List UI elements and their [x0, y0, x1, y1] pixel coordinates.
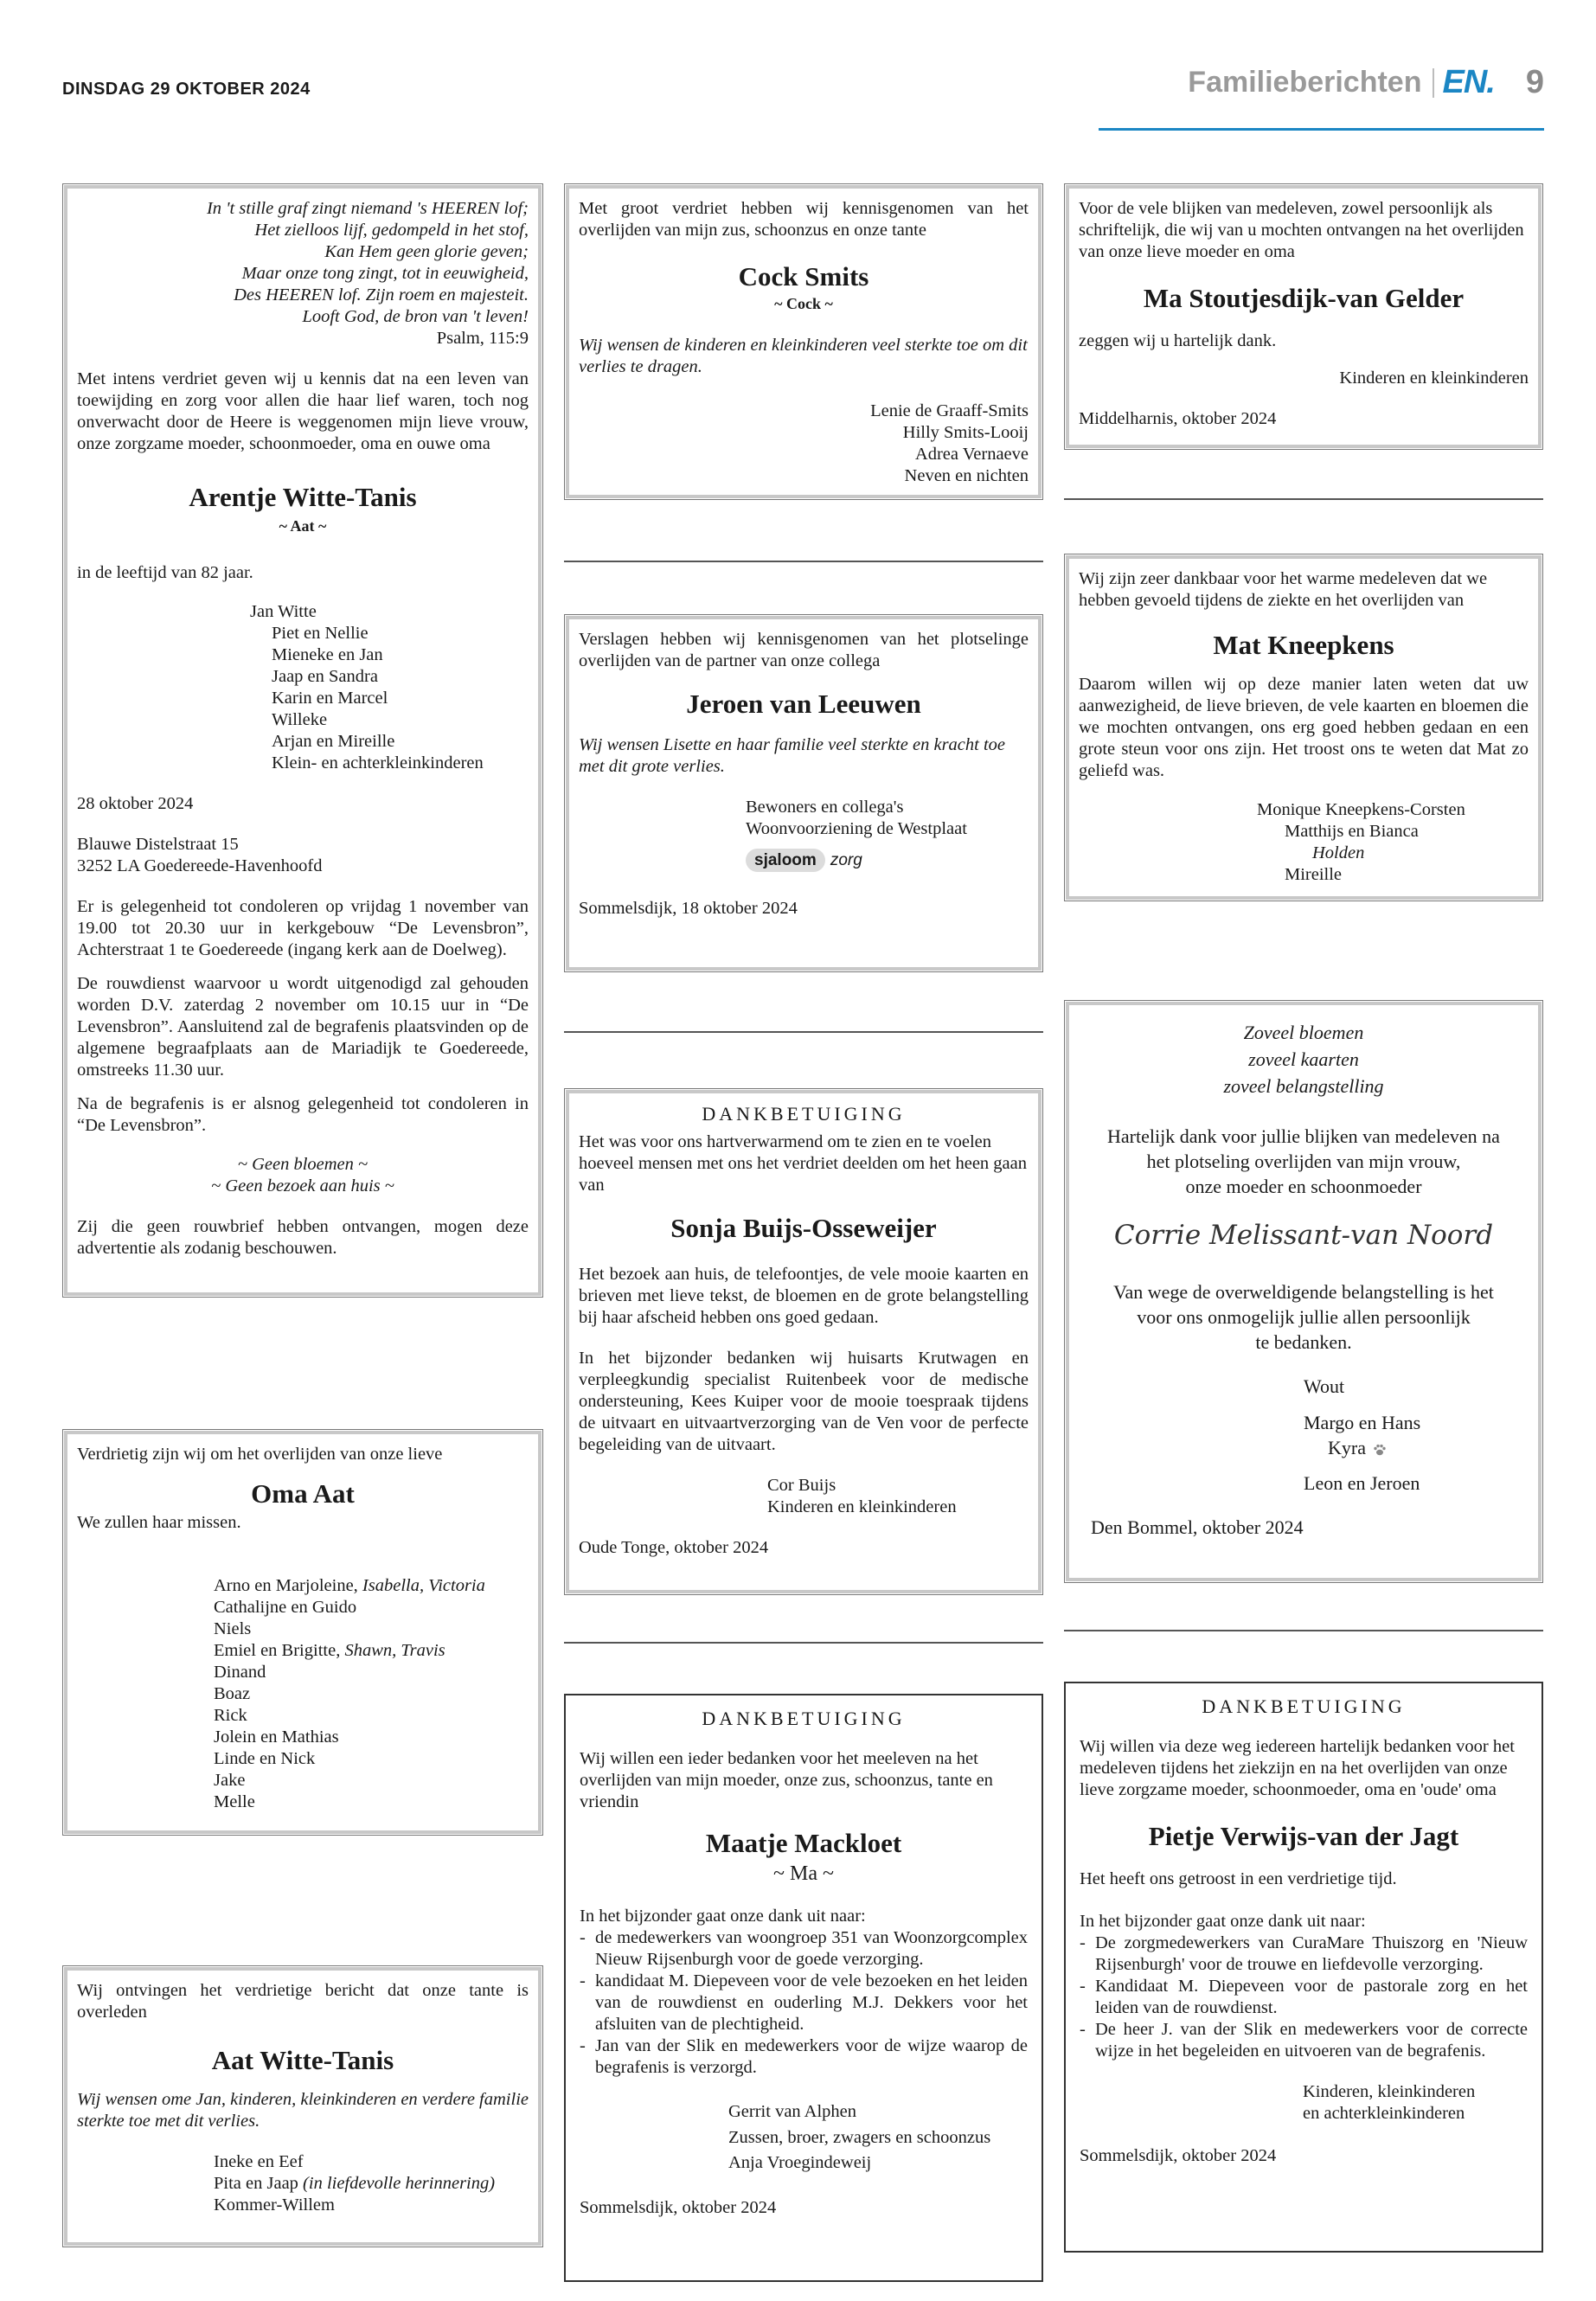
ad-intro: Wij zijn zeer dankbaar voor het warme medeleven dat we hebben gevoeld tijdens de ziekte en het overlijden van [1079, 569, 1488, 610]
ad-ma-stoutjesdijk-van-gelder [1064, 183, 1543, 450]
wish: Wij wensen de kinderen en kleinkinderen veel sterkte toe om dit verlies te dragen. [579, 335, 1028, 376]
body-line: Van wege de overweldigende belangstelling is het [1113, 1281, 1494, 1304]
thanks [1091, 1124, 1516, 1199]
family-member [214, 1705, 529, 1727]
signers [1080, 2081, 1528, 2125]
ad-intro: Wij ontvingen het verdrietige bericht dat onze tante is overleden [77, 1981, 529, 2022]
header-right [1188, 64, 1544, 101]
family-list [77, 2151, 529, 2216]
ad-intro: Met intens verdriet geven wij u kennis dat na een leven van toewijding en zorg voor allen die haar lief waren, toch nog onverwacht door de Heere is weggenomen mijn lieve vrouw, onze zorgzame moeder, schoonmoeder, oma en ouwe oma [77, 369, 529, 453]
divider [1064, 1630, 1543, 1631]
member-name: Arno en Marjoleine, [214, 1575, 362, 1595]
family-member: Klein- en achterkleinkinderen [272, 753, 484, 772]
family-member [214, 1683, 529, 1705]
thanks-line: Hartelijk dank voor jullie blijken van medeleven na [1107, 1125, 1500, 1148]
ad-date: 28 oktober 2024 [77, 793, 194, 813]
family-member [214, 1597, 529, 1618]
psalm-ref: Psalm, 115:9 [436, 329, 529, 348]
list-item: - kandidaat M. Diepeveen voor de vele bezoeken en het leiden van de rouwdienst en ouderling M.J. Dekkers voor het afsluiten van de plechtigheid. [580, 1971, 1028, 2034]
list-item-text: De heer J. van der Slik en medewerkers voor de correcte wijze in het begeleiden en uitvoeren van de begrafenis. [1095, 2019, 1528, 2061]
family-member: Arjan en Mireille [272, 731, 395, 751]
divider [1064, 498, 1543, 500]
note-line: ~ Geen bloemen ~ [237, 1154, 369, 1174]
poem-line: zoveel kaarten [1248, 1048, 1359, 1070]
signer: Bewoners en collega's [746, 797, 904, 817]
signer: Gerrit van Alphen [728, 2101, 857, 2121]
signer: Woonvoorziening de Westplaat [746, 818, 967, 838]
family-member [214, 1727, 529, 1748]
member-name: Dinand [214, 1662, 266, 1682]
ad-intro: Verdrietig zijn wij om het overlijden van onze lieve [77, 1445, 443, 1464]
ad-intro: Het was voor ons hartverwarmend om te zien en te voelen hoeveel mensen met ons het verdriet deelden om het heen gaan van [579, 1131, 1027, 1195]
signer: Mireille [1285, 864, 1343, 884]
poem-line: zoveel belangstelling [1223, 1074, 1384, 1097]
place-date: Oude Tonge, oktober 2024 [579, 1537, 769, 1557]
ad-pietje-verwijs-van-der-jagt [1064, 1682, 1543, 2253]
signer: Wout [1304, 1375, 1345, 1398]
signer: Kyra [1328, 1436, 1366, 1458]
sjaloom-logo [746, 849, 1029, 872]
family-member [214, 1770, 529, 1791]
deceased-name: Jeroen van Leeuwen [686, 689, 921, 719]
signer: Anja Vroegindeweij [728, 2153, 872, 2173]
ad-line: We zullen haar missen. [77, 1512, 241, 1532]
body-paragraph: Daarom willen wij op deze manier laten weten dat uw aanwezigheid, de lieve brieven, de vele kaarten en bloemen die we mochten ontvangen, ons erg goed hebben gedaan en een grote steun voor ons zijn. Het troost ons te weten dat Mat zo geliefd was. [1079, 674, 1529, 780]
header-date: DINSDAG 29 OKTOBER 2024 [62, 80, 311, 99]
body-line: voor ons onmogelijk jullie allen persoonlijk [1137, 1306, 1471, 1329]
family-member [214, 1640, 529, 1662]
member-name: Ineke en Eef [214, 2151, 304, 2171]
signers [579, 401, 1029, 487]
signer: Neven en nichten [904, 465, 1029, 485]
signer: Kinderen en kleinkinderen [1339, 368, 1529, 388]
notes [77, 1154, 529, 1197]
signer: Cor Buijs [767, 1475, 836, 1495]
en-logo: EN. [1442, 64, 1495, 100]
body-paragraph: In het bijzonder bedanken wij huisarts Krutwagen en verpleegkundig specialist Ruitenbeek voor de medische ondersteuning, Kees Kuiper voor de mooie toespraak tijdens de uitvaart en uitvaartverzorging van de Ven voor de perfecte begeleiding van de uitvaart. [579, 1348, 1029, 1454]
poem-line: Looft God, de bron van 't leven! [302, 307, 529, 326]
deceased-name: Sonja Buijs-Osseweijer [670, 1212, 937, 1243]
ad-arentje-witte-tanis [62, 183, 543, 1298]
condolence-info: Er is gelegenheid tot condoleren op vrijdag 1 november van 19.00 tot 20.30 uur in kerkgebouw “De Levensbron”, Achterstraat 1 te Goedereede (ingang kerk aan de Doelweg). [77, 896, 529, 959]
ad-aat-witte-tanis [62, 1965, 543, 2247]
ad-intro: Verslagen hebben wij kennisgenomen van het plotselinge overlijden van de partner van onze collega [579, 630, 1029, 670]
member-name: Niels [214, 1618, 252, 1638]
wish: Wij wensen ome Jan, kinderen, kleinkinderen en verdere familie sterkte toe met dit verlies. [77, 2089, 529, 2131]
thanks-list [580, 1927, 1028, 2079]
ad-sonja-buijs-osseweijer [564, 1088, 1043, 1595]
section-title: Familieberichten [1188, 66, 1422, 99]
header-divider [1433, 68, 1434, 98]
member-kids: Shawn, Travis [344, 1640, 445, 1660]
nickname: ~ Cock ~ [774, 294, 833, 312]
poem-line: Maar onze tong zingt, tot in eeuwigheid, [241, 264, 529, 283]
wish: Wij wensen Lisette en haar familie veel sterkte en kracht toe met dit grote verlies. [579, 734, 1006, 776]
list-item-text: De zorgmedewerkers van CuraMare Thuiszorg en 'Nieuw Rijsenburgh' voor de trouwe en liefdevolle verzorging. [1095, 1932, 1528, 1974]
note-line: ~ Geen bezoek aan huis ~ [211, 1176, 394, 1195]
ad-oma-aat [62, 1429, 543, 1836]
deceased-name: Oma Aat [251, 1478, 355, 1509]
deceased-name: Cock Smits [738, 261, 869, 292]
signer: Zussen, broer, zwagers en schoonzus [728, 2127, 991, 2147]
family-member: Piet en Nellie [272, 623, 369, 643]
nickname: ~ Ma ~ [773, 1862, 834, 1885]
list-intro: In het bijzonder gaat onze dank uit naar: [580, 1906, 866, 1926]
family-member [214, 1791, 529, 1813]
family-member [214, 2173, 529, 2195]
signer-row [1304, 1435, 1516, 1460]
list-item: - de medewerkers van woongroep 351 van Woonzorgcomplex Nieuw Rijsenburgh voor de goede verzorging. [580, 1927, 1028, 1969]
family-list [77, 1575, 529, 1813]
family-member: Jaap en Sandra [272, 666, 378, 686]
dankbetuiging-heading: DANKBETUIGING [702, 1708, 906, 1729]
family-member [214, 1575, 529, 1597]
after-info: Na de begrafenis is er alsnog gelegenheid tot condoleren in “De Levensbron”. [77, 1093, 529, 1135]
header-rule [1099, 128, 1544, 131]
poem-line: In 't stille graf zingt niemand 's HEEREN lof; [206, 199, 529, 218]
list-item-text: kandidaat M. Diepeveen voor de vele bezoeken en het leiden van de rouwdienst en ouderling M.J. Dekkers voor het afsluiten van de plechtigheid. [595, 1971, 1028, 2034]
closing: Zij die geen rouwbrief hebben ontvangen, mogen deze advertentie als zodanig beschouwen. [77, 1216, 529, 1258]
poem-line: Des HEEREN lof. Zijn roem en majesteit. [234, 285, 529, 304]
place-date: Sommelsdijk, 18 oktober 2024 [579, 898, 798, 918]
ad-intro: Wij willen een ieder bedanken voor het meeleven na het overlijden van mijn moeder, onze zus, schoonzus, tante en vriendin [580, 1748, 993, 1811]
family-member [214, 2195, 529, 2216]
list-item-text: Jan van der Slik en medewerkers voor de wijze waarop de begrafenis is verzorgd. [595, 2035, 1028, 2077]
deceased-name: Arentje Witte-Tanis [189, 482, 417, 512]
thanks-line: onze moeder en schoonmoeder [1185, 1176, 1422, 1198]
address [77, 834, 529, 877]
paw-icon [1373, 1443, 1387, 1457]
family-member: Willeke [272, 709, 328, 729]
family-member: Mieneke en Jan [272, 644, 383, 664]
comfort-line: Het heeft ons getroost in een verdrietige tijd. [1080, 1868, 1397, 1888]
divider [564, 561, 1043, 562]
deceased-name: Pietje Verwijs-van der Jagt [1148, 1820, 1459, 1851]
body [1091, 1279, 1516, 1355]
ad-jeroen-van-leeuwen [564, 614, 1043, 972]
service-info: De rouwdienst waarvoor u wordt uitgenodigd zal gehouden worden D.V. zaterdag 2 november om 10.15 uur in “De Levensbron”. Aansluitend zal de begrafenis plaatsvinden op de algemene begraafplaats aan de Mariadijk te Goedereede, omstreeks 11.30 uur. [77, 973, 529, 1080]
place-date: Sommelsdijk, oktober 2024 [1080, 2145, 1277, 2165]
deceased-name: Corrie Melissant-van Noord [1113, 1220, 1494, 1252]
body-line: te bedanken. [1255, 1331, 1352, 1354]
list-item: - Jan van der Slik en medewerkers voor de wijze waarop de begrafenis is verzorgd. [580, 2035, 1028, 2077]
divider [564, 1642, 1043, 1644]
member-name: Cathalijne en Guido [214, 1597, 357, 1617]
member-name: Linde en Nick [214, 1748, 316, 1768]
member-kids: Isabella, Victoria [362, 1575, 485, 1595]
family-member: Karin en Marcel [272, 688, 388, 708]
signer: Matthijs en Bianca [1285, 821, 1419, 841]
member-name: Jake [214, 1770, 246, 1790]
member-name: Melle [214, 1791, 255, 1811]
divider [564, 1031, 1043, 1033]
family-member [214, 1748, 529, 1770]
list-item-text: Kandidaat M. Diepeveen voor de pastorale zorg en het leiden van de rouwdienst. [1095, 1976, 1528, 2017]
signer: Leon en Jeroen [1304, 1471, 1420, 1494]
poem-line: Zoveel bloemen [1243, 1022, 1364, 1043]
address-line: 3252 LA Goedereede-Havenhoofd [77, 856, 323, 875]
signer: Kinderen en kleinkinderen [767, 1497, 957, 1516]
signer: Lenie de Graaff-Smits [870, 401, 1029, 420]
ad-maatje-mackloet [564, 1694, 1043, 2282]
member-name: Pita en Jaap [214, 2173, 304, 2193]
list-intro: In het bijzonder gaat onze dank uit naar: [1080, 1911, 1366, 1931]
deceased-name: Ma Stoutjesdijk-van Gelder [1143, 283, 1465, 313]
family-member [214, 2151, 529, 2173]
ad-mat-kneepkens [1064, 554, 1543, 901]
poem [77, 198, 529, 328]
signers [1091, 1374, 1516, 1495]
family-member [214, 1618, 529, 1640]
ad-intro: Wij willen via deze weg iedereen hartelijk bedanken voor het medeleven tijdens het ziekzijn en na het overlijden van onze lieve zorgzame moeder, schoonmoeder, oma en 'oude' oma [1080, 1736, 1515, 1799]
list-item-text: de medewerkers van woongroep 351 van Woonzorgcomplex Nieuw Rijsenburgh voor de goede verzorging. [595, 1927, 1028, 1969]
list-item: - Kandidaat M. Diepeveen voor de pastorale zorg en het leiden van de rouwdienst. [1080, 1976, 1528, 2017]
signer: Monique Kneepkens-Corsten [1257, 799, 1465, 819]
signer: en achterkleinkinderen [1303, 2103, 1465, 2123]
member-name: Kommer-Willem [214, 2195, 335, 2214]
thanks-list [1080, 1932, 1528, 2062]
family-member: Jan Witte [250, 601, 317, 621]
signers [579, 797, 1029, 872]
family-list [77, 601, 529, 774]
poem [1091, 1020, 1516, 1099]
dankbetuiging-heading: DANKBETUIGING [702, 1103, 906, 1125]
body-paragraph: Het bezoek aan huis, de telefoontjes, de vele mooie kaarten en brieven met lieve tekst, de bloemen en de grote belangstelling bij haar afscheid hebben ons goed gedaan. [579, 1264, 1029, 1327]
signer: Hilly Smits-Looij [902, 422, 1029, 442]
ad-corrie-melissant-van-noord [1064, 1000, 1543, 1583]
signer: Margo en Hans [1304, 1411, 1421, 1433]
signer: Holden [1312, 843, 1365, 862]
deceased-name: Mat Kneepkens [1213, 630, 1394, 660]
thanks-line: zeggen wij u hartelijk dank. [1079, 330, 1277, 350]
signer: Adrea Vernaeve [914, 444, 1029, 464]
logo-word: sjaloom [746, 849, 825, 872]
page-number: 9 [1525, 64, 1544, 100]
place-date: Sommelsdijk, oktober 2024 [580, 2198, 777, 2218]
member-name: Boaz [214, 1683, 251, 1703]
logo-zorg: zorg [830, 850, 862, 869]
place-date: Middelharnis, oktober 2024 [1079, 408, 1277, 428]
member-note: (in liefdevolle herinnering) [303, 2173, 496, 2193]
address-line: Blauwe Distelstraat 15 [77, 834, 239, 854]
signer: Kinderen, kleinkinderen [1303, 2081, 1476, 2101]
signers [1079, 799, 1529, 886]
deceased-name: Maatje Mackloet [705, 1827, 902, 1858]
ad-intro: Met groot verdriet hebben wij kennisgenomen van het overlijden van mijn zus, schoonzus en onze tante [579, 199, 1029, 240]
list-item: - De heer J. van der Slik en medewerkers voor de correcte wijze in het begeleiden en uitvoeren van de begrafenis. [1080, 2019, 1528, 2061]
nickname: ~ Aat ~ [279, 516, 327, 535]
poem-line: Kan Hem geen glorie geven; [324, 242, 529, 261]
thanks-line: het plotseling overlijden van mijn vrouw, [1146, 1150, 1461, 1173]
ad-cock-smits [564, 183, 1043, 500]
family-member [214, 1662, 529, 1683]
dankbetuiging-heading: DANKBETUIGING [1202, 1695, 1406, 1717]
member-name: Rick [214, 1705, 247, 1725]
member-name: Emiel en Brigitte, [214, 1640, 345, 1660]
member-name: Jolein en Mathias [214, 1727, 339, 1747]
signers [580, 2099, 1028, 2176]
poem-line: Het zielloos lijf, gedompeld in het stof, [254, 221, 529, 240]
signers [579, 1475, 1029, 1518]
place-date: Den Bommel, oktober 2024 [1091, 1516, 1304, 1538]
deceased-name: Aat Witte-Tanis [211, 2045, 394, 2075]
ad-intro: Voor de vele blijken van medeleven, zowel persoonlijk als schriftelijk, die wij van u mochten ontvangen na het overlijden van onze lieve moeder en oma [1079, 199, 1524, 261]
age-line: in de leeftijd van 82 jaar. [77, 562, 253, 582]
list-item: - De zorgmedewerkers van CuraMare Thuiszorg en 'Nieuw Rijsenburgh' voor de trouwe en liefdevolle verzorging. [1080, 1932, 1528, 1974]
